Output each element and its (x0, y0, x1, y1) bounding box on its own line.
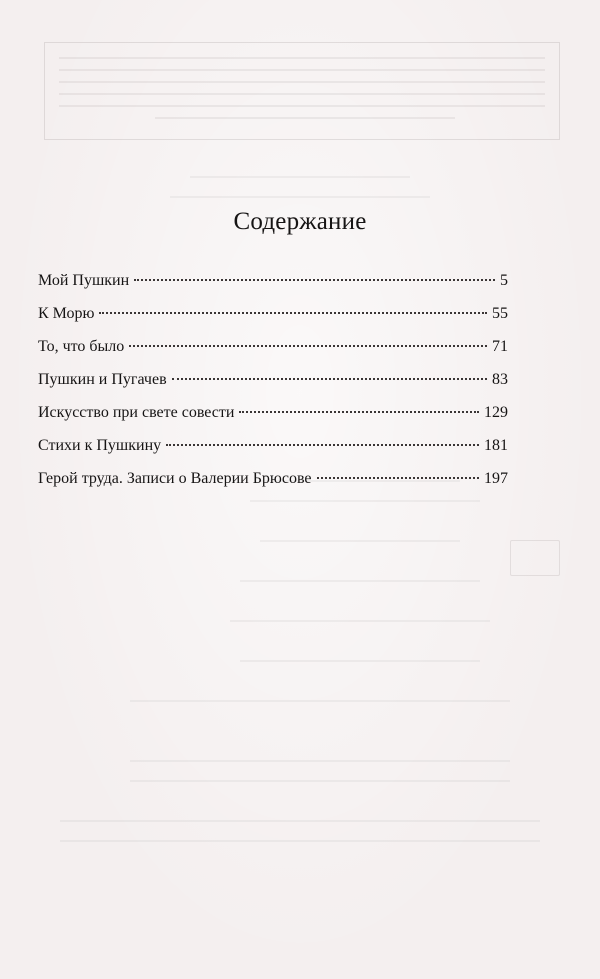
dot-leader (172, 378, 487, 380)
toc-entry[interactable] (38, 468, 508, 490)
toc-entry[interactable] (38, 270, 508, 292)
toc-entry-page: 71 (492, 338, 508, 355)
toc-entry-title: Стихи к Пушкину (38, 437, 162, 454)
toc-entry-page: 197 (484, 470, 508, 487)
bleed-through-box (44, 42, 560, 140)
dot-leader (166, 444, 479, 446)
bleed-through-age-mark (510, 540, 560, 576)
toc-heading: Содержание (233, 208, 367, 235)
table-of-contents (38, 270, 508, 501)
toc-entry-title: Искусство при свете совести (38, 404, 235, 421)
toc-entry-page: 55 (492, 305, 508, 322)
toc-entry-title: Герой труда. Записи о Валерии Брюсове (38, 470, 312, 487)
dot-leader (129, 345, 487, 347)
dot-leader (239, 411, 479, 413)
toc-entry[interactable] (38, 435, 508, 457)
toc-entry[interactable] (38, 369, 508, 391)
toc-entry-title: Пушкин и Пугачев (38, 371, 167, 388)
toc-entry-title: То, что было (38, 338, 125, 355)
toc-entry[interactable] (38, 402, 508, 424)
toc-entry[interactable] (38, 336, 508, 358)
toc-entry-title: Мой Пушкин (38, 272, 130, 289)
toc-entry-page: 83 (492, 371, 508, 388)
toc-entry-page: 5 (500, 272, 508, 289)
toc-entry-page: 181 (484, 437, 508, 454)
toc-entry-page: 129 (484, 404, 508, 421)
toc-entry-title: К Морю (38, 305, 95, 322)
dot-leader (317, 477, 479, 479)
toc-entry[interactable] (38, 303, 508, 325)
dot-leader (134, 279, 495, 281)
dot-leader (99, 312, 487, 314)
